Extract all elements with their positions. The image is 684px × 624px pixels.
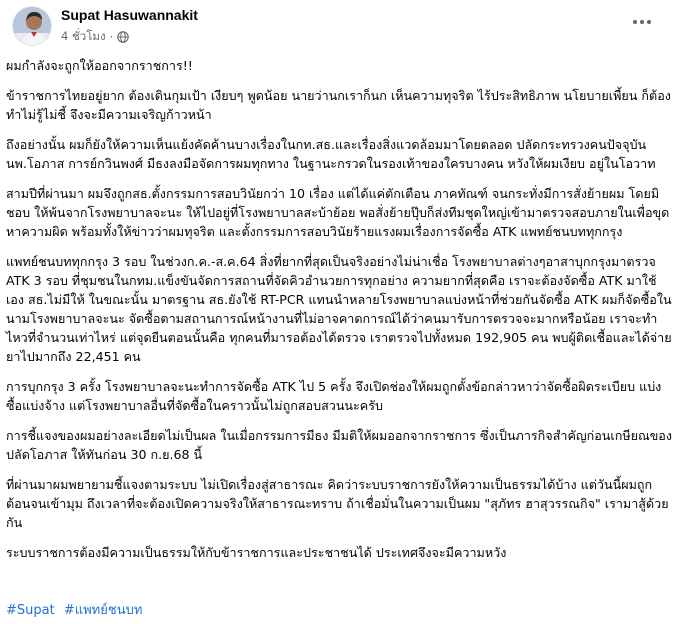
post-timestamp[interactable]: 4 ชั่วโมง: [61, 29, 106, 43]
post-paragraph: ระบบราชการต้องมีความเป็นธรรมให้กับข้าราชการและประชาชนได้ ประเทศจึงจะมีความหวัง: [6, 545, 507, 560]
post-paragraph: แพทย์ชนบททุกกรุง 3 รอบ ในช่วงก.ค.-ส.ค.64 สิ่งที่ยากที่สุดเป็นจริงอย่างไม่น่าเชื่อ โรงพยาบาลต่างๆอาสาบุกกรุงมาตรวจ ATK 3 รอบ ที่ชุมชนในกทม.แข็งขันจัดการสถานที่จัดคิวอำนวยการทุกอย่าง ความยากที่สุดคือ เราจะต้องจัดซื้อ ATK มาใช้เอง สธ.ไม่มีให้ ในขณะนั้น มาตรฐาน สธ.ยังใช้ RT-PCR แทนนำหลายโรงพยาบาลแบ่งหน้าที่ช่วยกันจัดซื้อ ATK ผมก็จัดซื้อในนามโรงพยาบาลจะนะ จัดซื้อตามสถานการณ์หน้างานที่ไม่อาจคาดการณ์ได้ว่าคนมารับการตรวจจะมากหรือน้อย เราจะทำไหวที่จำนวนเท่าไหร่ แต่จุดยืนตอนนั้นคือ ทุกคนที่มารอต้องได้ตรวจ เราตรวจไปทั้งหมด 192,905 คน พบผู้ติดเชื้อและได้จ่ายยาไปมากถึง 22,451 คน: [6, 254, 672, 364]
author-avatar[interactable]: [12, 6, 52, 46]
hashtag-link[interactable]: #แพทย์ชนบท: [63, 603, 143, 618]
more-dot: [647, 20, 651, 24]
post-paragraph: สามปีที่ผ่านมา ผมจึงถูกสธ.ตั้งกรรมการสอบวินัยกว่า 10 เรื่อง แต่ได้แค่ตักเตือน ภาคทัณฑ์ จนกระทั่งมีการสั่งย้ายผม โดยมิชอบ ให้พ้นจากโรงพยาบาลจะนะ ให้ไปอยู่ที่โรงพยาบาลสะบ้าย้อย พอสั่งย้ายปุ๊บก็ส่งทีมชุดใหญ่เข้ามาตรวจสอบภายในเพื่อขุดหาความผิด พร้อมทั้งให้ข่าวว่าผมทุจริต และตั้งกรรมการสอบวินัยร้ายแรงผมเรื่องการจัดซื้อ ATK แพทย์ชนบททุกกรุง: [6, 186, 670, 239]
hashtag-link[interactable]: #Supat: [6, 603, 55, 618]
meta-separator: ·: [109, 30, 114, 44]
more-dot: [640, 20, 644, 24]
post-paragraph: การชี้แจงของผมอย่างละเอียดไม่เป็นผล ในเมื่อกรรมการมีธง มีมติให้ผมออกจากราชการ ซึ่งเป็นภารกิจสำคัญก่อนเกษียณของปลัดโอภาส ให้ทันก่อน 30 ก.ย.68 นี้: [6, 428, 673, 462]
post-paragraph: การบุกกรุง 3 ครั้ง โรงพยาบาลจะนะทำการจัดซื้อ ATK ไป 5 ครั้ง จึงเปิดช่องให้ผมถูกตั้งข้อกล่าวหาว่าจัดซื้อผิดระเบียบ แบ่งซื้อแบ่งจ้าง แต่โรงพยาบาลอื่นที่จัดซื้อในคราวนั้นไม่ถูกสอบสวนนะครับ: [6, 379, 662, 413]
post-meta: [61, 28, 129, 46]
avatar-image: [13, 7, 52, 46]
post-paragraph: ที่ผ่านมาผมพยายามชี้แจงตามระบบ ไม่เปิดเรื่องสู่สาธารณะ คิดว่าระบบราชการยังให้ความเป็นธรรมได้บ้าง แต่วันนี้ผมถูกต้อนจนเข้ามุม ถึงเวลาที่จะต้องเปิดความจริงให้สาธารณะทราบ ถ้าเชื่อมั่นในความเป็นผม "สุภัทร ฮาสุวรรณกิจ" เรามาสู้ด้วยกัน: [6, 477, 669, 530]
post-body: [6, 56, 674, 573]
post-paragraph: ข้าราชการไทยอยู่ยาก ต้องเดินกุมเป้า เงียบๆ พูดน้อย นายว่านกเราก็นก เห็นความทุจริต ไร้ประสิทธิภาพ นโยบายเพี้ยน ก็ต้องทำไม่รู้ไม่ชี้ จึงจะมีความเจริญก้าวหน้า: [6, 88, 671, 122]
post-paragraph: ผมกำลังจะถูกให้ออกจากราชการ!!: [6, 58, 193, 73]
hashtag-list: [6, 599, 147, 620]
post-header: [0, 0, 672, 48]
post-paragraph: ถึงอย่างนั้น ผมก็ยังให้ความเห็นแย้งคัดค้านบางเรื่องในกท.สธ.และเรื่องสิ่งแวดล้อมมาโดยตลอด ปลัดกระทรวงคนปัจจุบัน นพ.โอภาส การย์กวินพงศ์ มีธงลงมือจัดการผมทุกทาง ในฐานะกรวดในรองเท้าของใครบางคน หวังให้ผมเงียบ อยู่ในโอวาท: [6, 137, 656, 171]
author-name[interactable]: Supat Hasuwannakit: [61, 7, 198, 23]
globe-icon[interactable]: [117, 31, 129, 43]
more-horizontal-icon: [633, 20, 637, 24]
more-options-button[interactable]: [630, 10, 654, 34]
